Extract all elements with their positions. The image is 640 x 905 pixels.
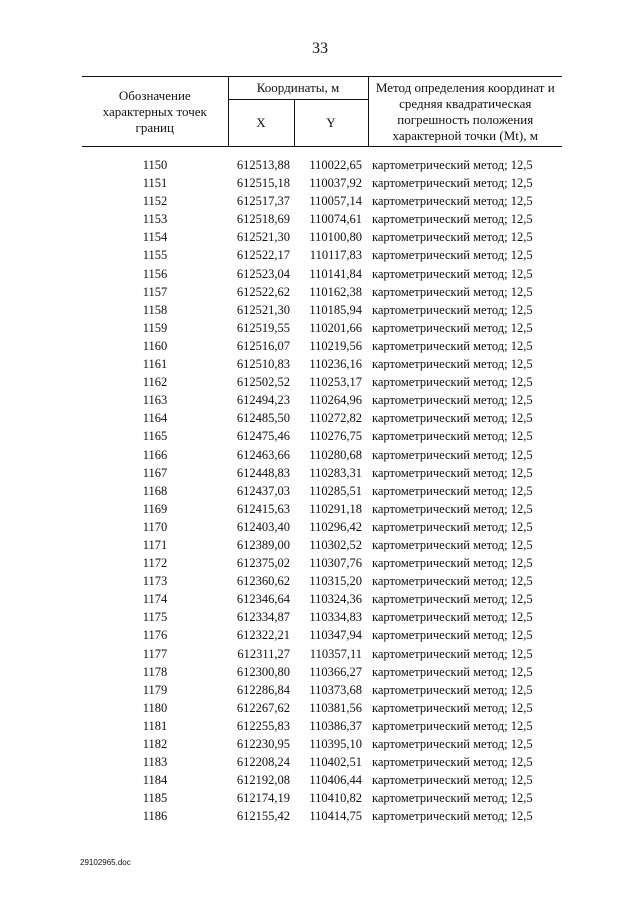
x-coordinate-cell: 612403,40 xyxy=(236,519,290,534)
x-coordinate-cell: 612475,46 xyxy=(236,429,290,444)
y-coordinate-cell: 110201,66 xyxy=(309,320,362,335)
y-coordinate-cell: 110315,20 xyxy=(309,574,362,589)
table-row xyxy=(82,192,562,210)
y-coordinate-cell: 110324,36 xyxy=(309,592,362,607)
method-cell: картометрический метод; 12,5 xyxy=(372,610,533,625)
y-coordinate-cell: 110402,51 xyxy=(309,755,362,770)
method-cell: картометрический метод; 12,5 xyxy=(372,357,533,372)
x-coordinate-cell: 612510,83 xyxy=(236,357,290,372)
method-cell: картометрический метод; 12,5 xyxy=(372,302,533,317)
x-coordinate-cell: 612255,83 xyxy=(236,718,290,733)
point-number-cell: 1168 xyxy=(142,483,168,498)
y-coordinate-cell: 110185,94 xyxy=(309,302,362,317)
table-row xyxy=(82,771,562,789)
method-cell: картометрический метод; 12,5 xyxy=(372,465,533,480)
table-header xyxy=(82,77,562,147)
method-cell: картометрический метод; 12,5 xyxy=(372,700,533,715)
y-coordinate-cell: 110022,65 xyxy=(309,158,362,172)
x-coordinate-cell: 612494,23 xyxy=(236,393,290,408)
x-coordinate-cell: 612375,02 xyxy=(236,556,290,571)
y-coordinate-cell: 110280,68 xyxy=(309,447,362,462)
point-number-cell: 1166 xyxy=(142,447,168,462)
table-row xyxy=(82,645,562,663)
table-row xyxy=(82,427,562,445)
table-row xyxy=(82,572,562,590)
point-number-cell: 1152 xyxy=(142,194,168,209)
point-number-cell: 1170 xyxy=(142,519,168,534)
method-cell: картометрический метод; 12,5 xyxy=(372,537,533,552)
y-coordinate-cell: 110334,83 xyxy=(309,610,362,625)
table-row xyxy=(82,210,562,228)
method-cell: картометрический метод; 12,5 xyxy=(372,574,533,589)
table-row xyxy=(82,789,562,807)
method-cell: картометрический метод; 12,5 xyxy=(372,737,533,751)
table-row xyxy=(82,355,562,373)
header-point-designation: Обозначение характерных точек границ xyxy=(82,77,228,147)
x-coordinate-cell: 612192,08 xyxy=(236,773,290,788)
point-number-cell: 1179 xyxy=(142,682,168,697)
y-coordinate-cell: 110357,11 xyxy=(309,646,362,661)
point-number-cell: 1163 xyxy=(142,393,168,408)
table-row xyxy=(82,699,562,717)
y-coordinate-cell: 110283,31 xyxy=(309,465,362,480)
method-cell: картометрический метод; 12,5 xyxy=(372,266,533,281)
point-number-cell: 1174 xyxy=(142,592,168,607)
y-coordinate-cell: 110285,51 xyxy=(309,483,362,498)
x-coordinate-cell: 612334,87 xyxy=(236,610,290,625)
point-number-cell: 1157 xyxy=(142,284,168,299)
x-coordinate-cell: 612267,62 xyxy=(236,700,290,715)
point-number-cell: 1184 xyxy=(142,773,168,788)
table-row xyxy=(82,301,562,319)
point-number-cell: 1167 xyxy=(142,465,168,480)
x-coordinate-cell: 612502,52 xyxy=(236,375,290,390)
table-row xyxy=(82,228,562,246)
y-coordinate-cell: 110410,82 xyxy=(309,791,362,806)
x-coordinate-cell: 612174,19 xyxy=(236,791,290,806)
header-coordinates: Координаты, м xyxy=(228,77,368,100)
point-number-cell: 1177 xyxy=(142,646,168,661)
method-cell: картометрический метод; 12,5 xyxy=(372,682,533,697)
point-number-cell: 1176 xyxy=(142,628,168,643)
x-coordinate-cell: 612311,27 xyxy=(237,646,290,661)
table-row xyxy=(82,147,562,175)
table-row xyxy=(82,482,562,500)
method-cell: картометрический метод; 12,5 xyxy=(372,809,533,824)
method-cell: картометрический метод; 12,5 xyxy=(372,320,533,335)
table-row xyxy=(82,319,562,337)
y-coordinate-cell: 110386,37 xyxy=(309,718,362,733)
footer-filename: 29102965.doc xyxy=(80,858,131,867)
x-coordinate-cell: 612415,63 xyxy=(236,501,290,516)
x-coordinate-cell: 612286,84 xyxy=(236,682,290,697)
table-row xyxy=(82,608,562,626)
table-row xyxy=(82,265,562,283)
y-coordinate-cell: 110276,75 xyxy=(309,429,362,444)
method-cell: картометрический метод; 12,5 xyxy=(372,411,533,426)
coordinates-table xyxy=(82,76,562,825)
table-row xyxy=(82,246,562,264)
table-row xyxy=(82,681,562,699)
method-cell: картометрический метод; 12,5 xyxy=(372,393,533,408)
point-number-cell: 1172 xyxy=(142,556,168,571)
point-number-cell: 1185 xyxy=(142,791,168,806)
point-number-cell: 1162 xyxy=(142,375,168,390)
table-row xyxy=(82,735,562,753)
table-row xyxy=(82,518,562,536)
method-cell: картометрический метод; 12,5 xyxy=(372,230,533,245)
y-coordinate-cell: 110414,75 xyxy=(309,809,362,824)
x-coordinate-cell: 612322,21 xyxy=(236,628,290,643)
point-number-cell: 1161 xyxy=(142,357,168,372)
point-number-cell: 1182 xyxy=(142,737,168,751)
table-row xyxy=(82,373,562,391)
point-number-cell: 1165 xyxy=(142,429,168,444)
method-cell: картометрический метод; 12,5 xyxy=(372,755,533,770)
x-coordinate-cell: 612518,69 xyxy=(236,212,290,227)
y-coordinate-cell: 110406,44 xyxy=(309,773,362,788)
point-number-cell: 1158 xyxy=(142,302,168,317)
y-coordinate-cell: 110100,80 xyxy=(309,230,362,245)
table-row xyxy=(82,391,562,409)
method-cell: картометрический метод; 12,5 xyxy=(372,248,533,263)
y-coordinate-cell: 110307,76 xyxy=(309,556,362,571)
y-coordinate-cell: 110117,83 xyxy=(309,248,362,263)
x-coordinate-cell: 612515,18 xyxy=(236,176,290,191)
x-coordinate-cell: 612523,04 xyxy=(236,266,290,281)
header-method: Метод определения координат и средняя квадратическая погрешность положения характерной точки (Mt), м xyxy=(368,77,562,147)
x-coordinate-cell: 612389,00 xyxy=(236,537,290,552)
x-coordinate-cell: 612346,64 xyxy=(236,592,290,607)
x-coordinate-cell: 612519,55 xyxy=(236,320,290,335)
method-cell: картометрический метод; 12,5 xyxy=(372,429,533,444)
y-coordinate-cell: 110264,96 xyxy=(309,393,362,408)
x-coordinate-cell: 612485,50 xyxy=(236,411,290,426)
method-cell: картометрический метод; 12,5 xyxy=(372,284,533,299)
table-row xyxy=(82,500,562,518)
y-coordinate-cell: 110347,94 xyxy=(309,628,362,643)
header-x: X xyxy=(228,100,294,147)
y-coordinate-cell: 110074,61 xyxy=(309,212,362,227)
header-y: Y xyxy=(294,100,368,147)
x-coordinate-cell: 612230,95 xyxy=(236,737,290,751)
point-number-cell: 1150 xyxy=(142,158,168,172)
x-coordinate-cell: 612300,80 xyxy=(236,664,290,679)
y-coordinate-cell: 110037,92 xyxy=(309,176,362,191)
table-row xyxy=(82,717,562,735)
method-cell: картометрический метод; 12,5 xyxy=(372,447,533,462)
y-coordinate-cell: 110302,52 xyxy=(309,537,362,552)
table-body xyxy=(82,147,562,826)
method-cell: картометрический метод; 12,5 xyxy=(372,664,533,679)
method-cell: картометрический метод; 12,5 xyxy=(372,718,533,733)
point-number-cell: 1171 xyxy=(142,537,168,552)
x-coordinate-cell: 612521,30 xyxy=(236,230,290,245)
y-coordinate-cell: 110395,10 xyxy=(309,737,362,751)
method-cell: картометрический метод; 12,5 xyxy=(372,592,533,607)
table-row xyxy=(82,554,562,572)
point-number-cell: 1153 xyxy=(142,212,168,227)
page-number: 33 xyxy=(312,40,328,57)
point-number-cell: 1178 xyxy=(142,664,168,679)
method-cell: картометрический метод; 12,5 xyxy=(372,791,533,806)
x-coordinate-cell: 612155,42 xyxy=(236,809,290,824)
x-coordinate-cell: 612448,83 xyxy=(236,465,290,480)
x-coordinate-cell: 612437,03 xyxy=(236,483,290,498)
method-cell: картометрический метод; 12,5 xyxy=(372,773,533,788)
method-cell: картометрический метод; 12,5 xyxy=(372,519,533,534)
table-row xyxy=(82,626,562,644)
table-row xyxy=(82,409,562,427)
table-row xyxy=(82,807,562,825)
y-coordinate-cell: 110057,14 xyxy=(309,194,362,209)
table-row xyxy=(82,174,562,192)
table-row xyxy=(82,337,562,355)
y-coordinate-cell: 110291,18 xyxy=(309,501,362,516)
method-cell: картометрический метод; 12,5 xyxy=(372,556,533,571)
point-number-cell: 1156 xyxy=(142,266,168,281)
point-number-cell: 1169 xyxy=(142,501,168,516)
point-number-cell: 1180 xyxy=(142,700,168,715)
point-number-cell: 1181 xyxy=(142,718,168,733)
x-coordinate-cell: 612522,17 xyxy=(236,248,290,263)
method-cell: картометрический метод; 12,5 xyxy=(372,501,533,516)
y-coordinate-cell: 110272,82 xyxy=(309,411,362,426)
y-coordinate-cell: 110162,38 xyxy=(309,284,362,299)
point-number-cell: 1155 xyxy=(142,248,168,263)
method-cell: картометрический метод; 12,5 xyxy=(372,483,533,498)
method-cell: картометрический метод; 12,5 xyxy=(372,338,533,353)
y-coordinate-cell: 110253,17 xyxy=(309,375,362,390)
table-row xyxy=(82,753,562,771)
point-number-cell: 1173 xyxy=(142,574,168,589)
point-number-cell: 1159 xyxy=(142,320,168,335)
y-coordinate-cell: 110141,84 xyxy=(309,266,362,281)
x-coordinate-cell: 612463,66 xyxy=(236,447,290,462)
y-coordinate-cell: 110373,68 xyxy=(309,682,362,697)
y-coordinate-cell: 110381,56 xyxy=(309,700,362,715)
x-coordinate-cell: 612522,62 xyxy=(236,284,290,299)
method-cell: картометрический метод; 12,5 xyxy=(372,646,533,661)
x-coordinate-cell: 612516,07 xyxy=(236,338,290,353)
method-cell: картометрический метод; 12,5 xyxy=(372,194,533,209)
y-coordinate-cell: 110366,27 xyxy=(309,664,362,679)
point-number-cell: 1154 xyxy=(142,230,168,245)
x-coordinate-cell: 612208,24 xyxy=(236,755,290,770)
table-row xyxy=(82,464,562,482)
point-number-cell: 1151 xyxy=(142,176,168,191)
table-row xyxy=(82,590,562,608)
x-coordinate-cell: 612360,62 xyxy=(236,574,290,589)
method-cell: картометрический метод; 12,5 xyxy=(372,176,533,191)
point-number-cell: 1175 xyxy=(142,610,168,625)
point-number-cell: 1183 xyxy=(142,755,168,770)
table-row xyxy=(82,446,562,464)
method-cell: картометрический метод; 12,5 xyxy=(372,158,533,172)
table-row xyxy=(82,536,562,554)
y-coordinate-cell: 110219,56 xyxy=(309,338,362,353)
y-coordinate-cell: 110296,42 xyxy=(309,519,362,534)
method-cell: картометрический метод; 12,5 xyxy=(372,628,533,643)
table-row xyxy=(82,663,562,681)
point-number-cell: 1160 xyxy=(142,338,168,353)
point-number-cell: 1186 xyxy=(142,809,168,824)
y-coordinate-cell: 110236,16 xyxy=(309,357,362,372)
table-row xyxy=(82,283,562,301)
point-number-cell: 1164 xyxy=(142,411,168,426)
x-coordinate-cell: 612521,30 xyxy=(236,302,290,317)
method-cell: картометрический метод; 12,5 xyxy=(372,375,533,390)
method-cell: картометрический метод; 12,5 xyxy=(372,212,533,227)
x-coordinate-cell: 612513,88 xyxy=(236,158,290,172)
x-coordinate-cell: 612517,37 xyxy=(236,194,290,209)
